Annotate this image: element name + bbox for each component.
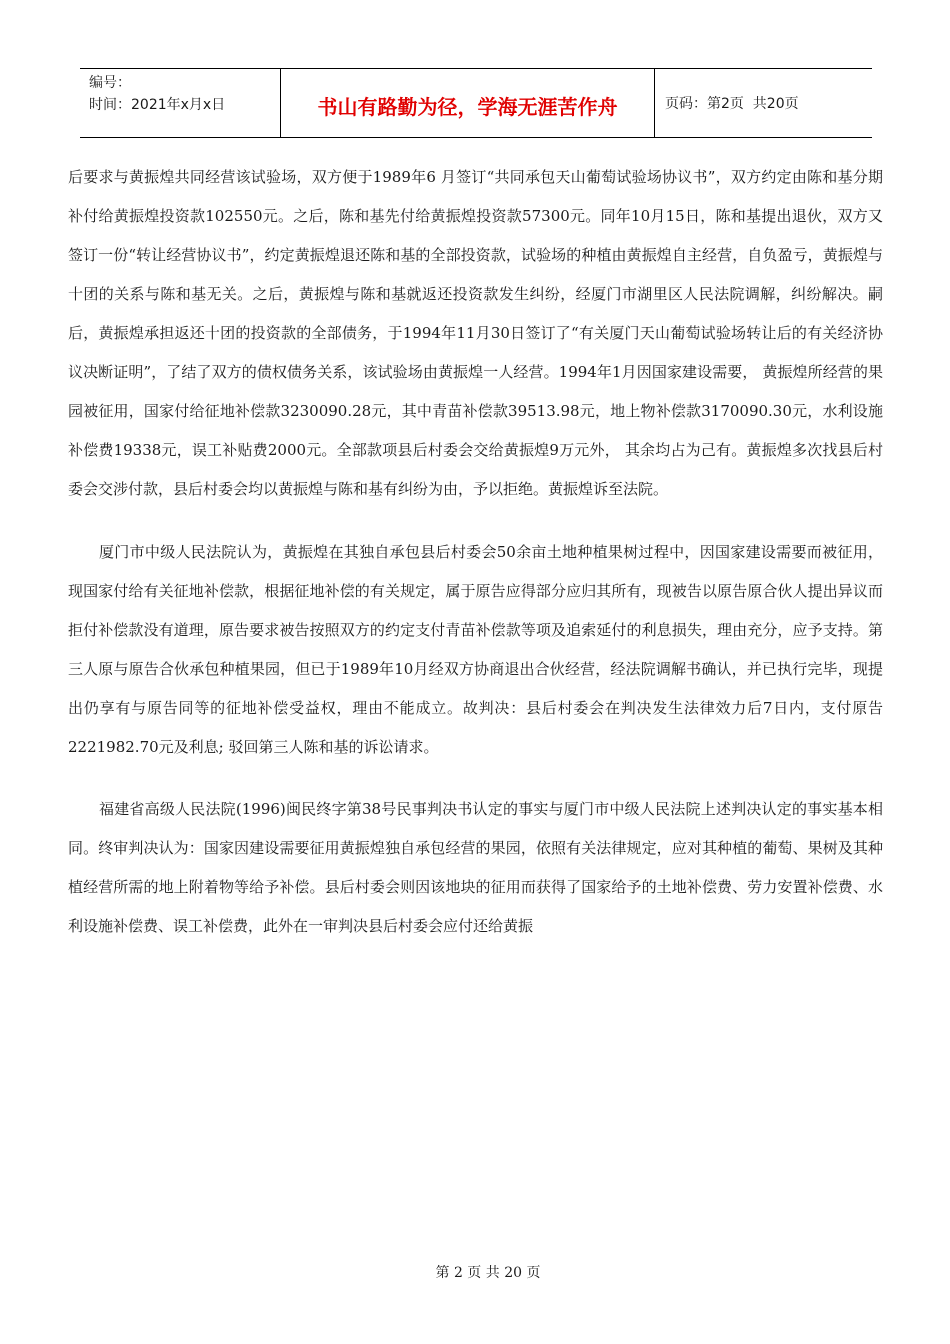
paragraph-first-instance: 厦门市中级人民法院认为，黄振煌在其独自承包县后村委会50余亩土地种植果树过程中，因国家建设需要而被征用，现国家付给有关征地补偿款，根据征地补偿的有关规定，属于原告应得部分应归其所有，现被告以原告原合伙人提出异议而拒付补偿款没有道理，原告要求被告按照双方的约定支付青苗补偿款等项及追索延付的利息损失，理由充分，应予支持。第三人原与原告合伙承包种植果园，但已于1989年10月经双方协商退出合伙经营，经法院调解书确认，并已执行完毕，现提出仍享有与原告同等的征地补偿受益权，理由不能成立。故判决：县后村委会在判决发生法律效力后7日内，支付原告2221982.70元及利息; 驳回第三人陈和基的诉讼请求。 xyxy=(68,543,883,756)
page-header xyxy=(80,68,872,138)
header-page-info: 页码：第2页 共20页 xyxy=(665,96,799,112)
paragraph-facts: 后要求与黄振煌共同经营该试验场，双方便于1989年6 月签订“共同承包天山葡萄试验场协议书”，双方约定由陈和基分期补付给黄振煌投资款102550元。之后，陈和基先付给黄振煌投资款57300元。同年10月15日，陈和基提出退伙，双方又签订一份“转让经营协议书”，约定黄振煌退还陈和基的全部投资款，试验场的种植由黄振煌自主经营，自负盈亏，黄振煌与十团的关系与陈和基无关。之后，黄振煌与陈和基就返还投资款发生纠纷，经厦门市湖里区人民法院调解，纠纷解决。嗣后，黄振煌承担返还十团的投资款的全部债务，于1994年11月30日签订了“有关厦门天山葡萄试验场转让后的有关经济协议决断证明”，了结了双方的债权债务关系，该试验场由黄振煌一人经营。1994年1月因国家建设需要， 黄振煌所经营的果园被征用，国家付给征地补偿款3230090.28元，其中青苗补偿款39513.98元，地上物补偿款3170090.30元，水利设施补偿费19338元，误工补贴费2000元。全部款项县后村委会交给黄振煌9万元外， 其余均占为己有。黄振煌多次找县后村委会交涉付款，县后村委会均以黄振煌与陈和基有纠纷为由，予以拒绝。黄振煌诉至法院。 xyxy=(68,168,883,498)
page-footer: 第 2 页 共 20 页 xyxy=(435,1265,541,1281)
document-body xyxy=(68,158,883,946)
header-motto: 书山有路勤为径，学海无涯苦作舟 xyxy=(281,69,655,137)
time-label: 时间：2021年x月x日 xyxy=(89,97,226,113)
paragraph-final-judgment: 福建省高级人民法院(1996)闽民终字第38号民事判决书认定的事实与厦门市中级人民法院上述判决认定的事实基本相同。终审判决认为：国家因建设需要征用黄振煌独自承包经营的果园，依照有关法律规定，应对其种植的葡萄、果树及其种植经营所需的地上附着物等给予补偿。县后村委会则因该地块的征用而获得了国家给予的土地补偿费、劳力安置补偿费、水利设施补偿费、误工补偿费，此外在一审判决县后村委会应付还给黄振 xyxy=(68,800,883,935)
number-label: 编号： xyxy=(89,75,131,91)
header-meta xyxy=(80,69,281,137)
